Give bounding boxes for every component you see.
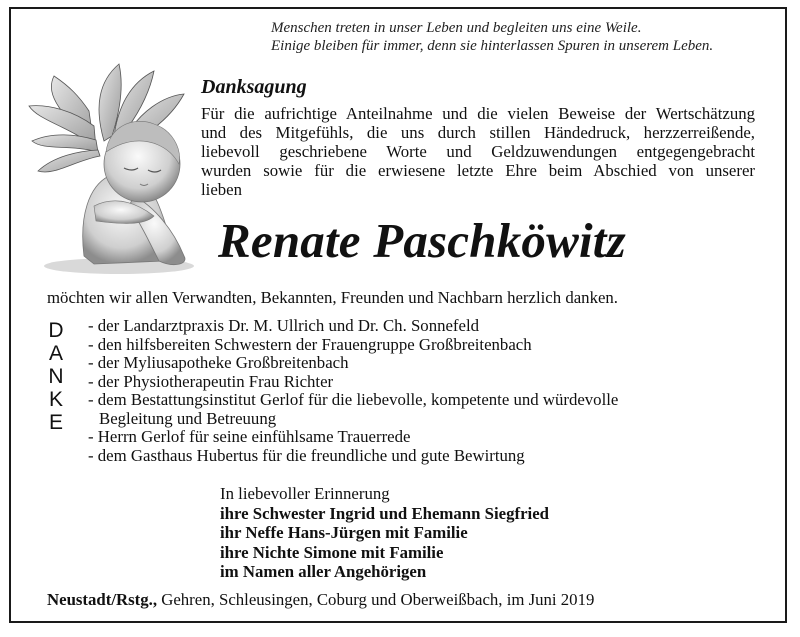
intro-line: wurden sowie für die erwiesene letzte Ehre beim Abschied von unserer [201,161,755,180]
intro-line: und des Mitgefühls, die uns durch stillen Händedruck, herzzerreißende, [201,123,755,142]
danke-letter: K [48,388,63,411]
intro-paragraph [201,104,755,199]
intro-line: liebevoll geschriebene Worte und Geldzuwendungen entgegengebracht [201,142,755,161]
angel-figure-icon [24,56,200,276]
footer-place-bold: Neustadt/Rstg., [47,590,158,609]
motto-quote [271,19,713,55]
list-item-continuation: Begleitung und Betreuung [99,408,277,428]
list-item: - dem Gasthaus Hubertus für die freundliche und gute Bewirtung [88,445,525,465]
deceased-name: Renate Paschköwitz [218,213,626,268]
signature-name: ihre Schwester Ingrid und Ehemann Siegfried [220,503,549,523]
list-item: - dem Bestattungsinstitut Gerlof für die liebevolle, kompetente und würdevolle [88,390,619,409]
motto-line: Menschen treten in unser Leben und begleiten uns eine Weile. [271,20,642,36]
danke-letter: N [48,365,64,388]
danke-letter: D [48,319,64,342]
danke-letter: A [48,342,63,365]
signature-block [220,484,549,582]
signature-name: ihr Neffe Hans-Jürgen mit Familie [220,523,468,542]
list-item: - der Landarztpraxis Dr. M. Ullrich und Dr. Ch. Sonnefeld [88,316,480,335]
intro-line: lieben [201,180,243,199]
intro-line: Für die aufrichtige Anteilnahme und die vielen Beweise der Wertschätzung [201,104,755,123]
danke-vertical [43,319,69,434]
list-item: - den hilfsbereiten Schwestern der Frauengruppe Großbreitenbach [88,334,532,354]
signature-intro: In liebevoller Erinnerung [220,484,390,503]
list-item: - der Physiotherapeutin Frau Richter [88,371,334,391]
list-item: - der Myliusapotheke Großbreitenbach [88,353,349,372]
footer-place-rest: Gehren, Schleusingen, Coburg und Oberweißbach, im Juni 2019 [157,590,595,609]
thanks-list [88,317,618,465]
list-item: - Herrn Gerlof für seine einfühlsame Trauerrede [88,427,411,446]
signature-name: im Namen aller Angehörigen [220,562,427,581]
signature-name: ihre Nichte Simone mit Familie [220,542,444,562]
danke-letter: E [48,411,63,434]
thanks-line: möchten wir allen Verwandten, Bekannten, Freunden und Nachbarn herzlich danken. [47,288,618,307]
footer-places-date [47,590,594,610]
heading-danksagung: Danksagung [201,76,307,98]
motto-line: Einige bleiben für immer, denn sie hinterlassen Spuren in unserem Leben. [271,38,714,54]
